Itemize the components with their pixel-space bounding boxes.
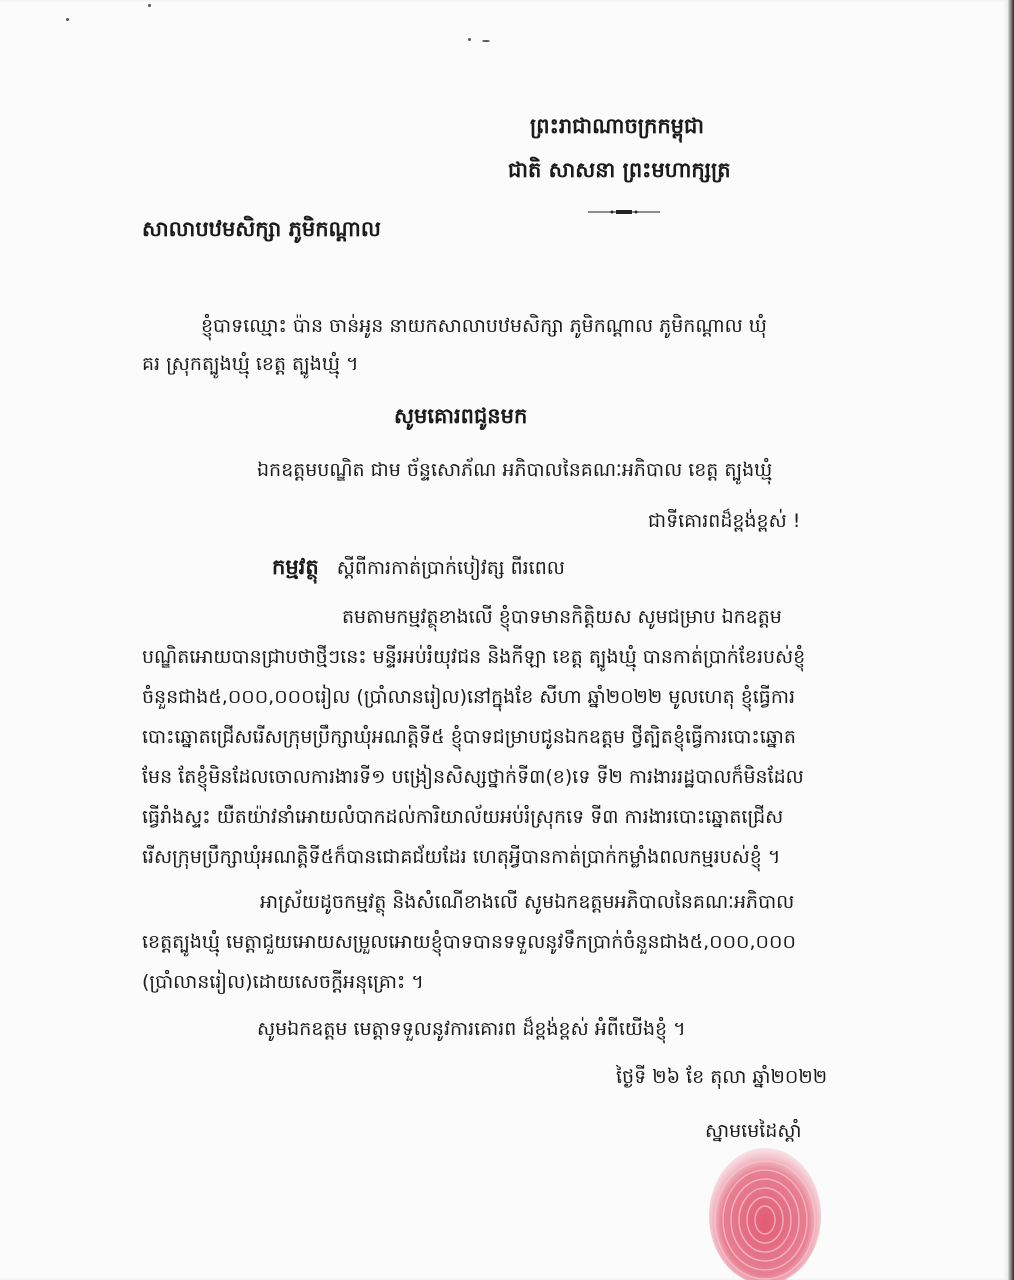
thumbprint-mark [700, 1142, 830, 1280]
paper-speck [66, 18, 69, 21]
paragraph-line: បណ្ឌិតអោយបានជ្រាបថាថ្មីៗនេះ មន្ទីរអប់រំយុវជន និងកីឡា ខេត្ត ត្បូងឃ្មុំ បានកាត់ប្រាក់ខែរបស់ខ្ញុំ [142, 646, 806, 668]
subject-text: ស្តីពីការកាត់ប្រាក់បៀវត្ស ពីរពេល [336, 557, 565, 579]
intro-line-1: ខ្ញុំបាទឈ្មោះ ប៉ាន ចាន់អូន នាយកសាលាបឋមសិក្សា ភូមិកណ្តាល ភូមិកណ្តាល ឃុំ [201, 315, 767, 337]
recipient-line-1: ឯកឧត្តមបណ្ឌិត ជាម ច័ន្ទសោភ័ណ អភិបាលនៃគណៈអភិបាល ខេត្ត ត្បូងឃ្មុំ [257, 459, 773, 481]
paragraph-line: (ប្រាំលានរៀល)ដោយសេចក្តីអនុគ្រោះ ។ [142, 971, 424, 993]
paragraph-line: រើសក្រុមប្រឹក្សាឃុំអណត្តិទី៥ក៏បានជោគជ័យដែរ ហេតុអ្វីបានកាត់ប្រាក់កម្លាំងពលកម្មរបស់ខ្ញុំ ។ [142, 846, 781, 868]
body-paragraph-1 [142, 597, 805, 877]
kingdom-title: ព្រះរាជាណាចក្រកម្ពុជា [530, 114, 705, 138]
intro-line-2: គរ ស្រុកត្បូងឃ្មុំ ខេត្ត ត្បូងឃ្មុំ ។ [142, 353, 359, 375]
school-name: សាលាបឋមសិក្សា ភូមិកណ្តាល [142, 217, 381, 241]
paragraph-line: ធ្វើរាំងស្ទះ យឺតយ៉ាវនាំអោយលំបាកដល់ការិយាល័យអប់រំស្រុកទេ ទី៣ ការងារបោះឆ្នោតជ្រើស [142, 806, 784, 828]
header-ornament [588, 208, 660, 216]
paper-speck [148, 4, 151, 7]
national-motto: ជាតិ សាសនា ព្រះមហាក្សត្រ [508, 158, 731, 182]
closing-line: សូមឯកឧត្តម មេត្តាទទួលនូវការគោរព ដ៏ខ្ពង់ខ្ពស់ អំពីយើងខ្ញុំ ។ [257, 1018, 686, 1040]
greeting: សូមគោរពជូនមក [394, 404, 528, 428]
signature-label: ស្នាមមេដៃស្តាំ [705, 1120, 802, 1142]
paragraph-line: តមតាមកម្មវត្ថុខាងលើ ខ្ញុំបាទមានកិត្តិយស សូមជម្រាប ឯកឧត្តម [342, 606, 782, 628]
letter-date: ថ្ងៃទី ២៦ ខែ តុលា ឆ្នាំ២០២២ [616, 1066, 828, 1088]
paper-speck [482, 40, 490, 42]
subject-label: កម្មវត្ថុ [272, 555, 319, 579]
paragraph-line: ខេត្តត្បូងឃ្មុំ មេត្តាជួយអោយសម្រួលអោយខ្ញុំបាទបានទទួលនូវទឹកប្រាក់ចំនួនជាង៥,០០០,០០០ [142, 931, 796, 953]
paragraph-line: បោះឆ្នោតជ្រើសរើសក្រុមប្រឹក្សាឃុំអណត្តិទី៥ ខ្ញុំបាទជម្រាបជូនឯកឧត្តម ថ្វីត្បិតខ្ញុំធ្វើការបោះឆ្នោត [142, 726, 796, 748]
paper-speck [468, 38, 471, 41]
page-shadow-edge [1008, 0, 1014, 1280]
recipient-line-2: ជាទីគោរពដ៏ខ្ពង់ខ្ពស់ ! [648, 510, 801, 532]
subject-line [272, 553, 565, 582]
body-paragraph-2 [142, 882, 796, 1002]
paragraph-line: អាស្រ័យដូចកម្មវត្ថុ និងសំណើខាងលើ សូមឯកឧត្តមអភិបាលនៃគណៈអភិបាល [260, 891, 795, 913]
paragraph-line: មែន តែខ្ញុំមិនដែលចោលការងារទី១ បង្រៀនសិស្សថ្នាក់ទី៣(ខ)ទេ ទី២ ការងាររដ្ឋបាលក៏មិនដែល [142, 766, 804, 788]
paragraph-line: ចំនួនជាង៥,០០០,០០០រៀល (ប្រាំលានរៀល)នៅក្នុងខែ សីហា ឆ្នាំ២០២២ មូលហេតុ ខ្ញុំធ្វើការ [142, 686, 795, 708]
